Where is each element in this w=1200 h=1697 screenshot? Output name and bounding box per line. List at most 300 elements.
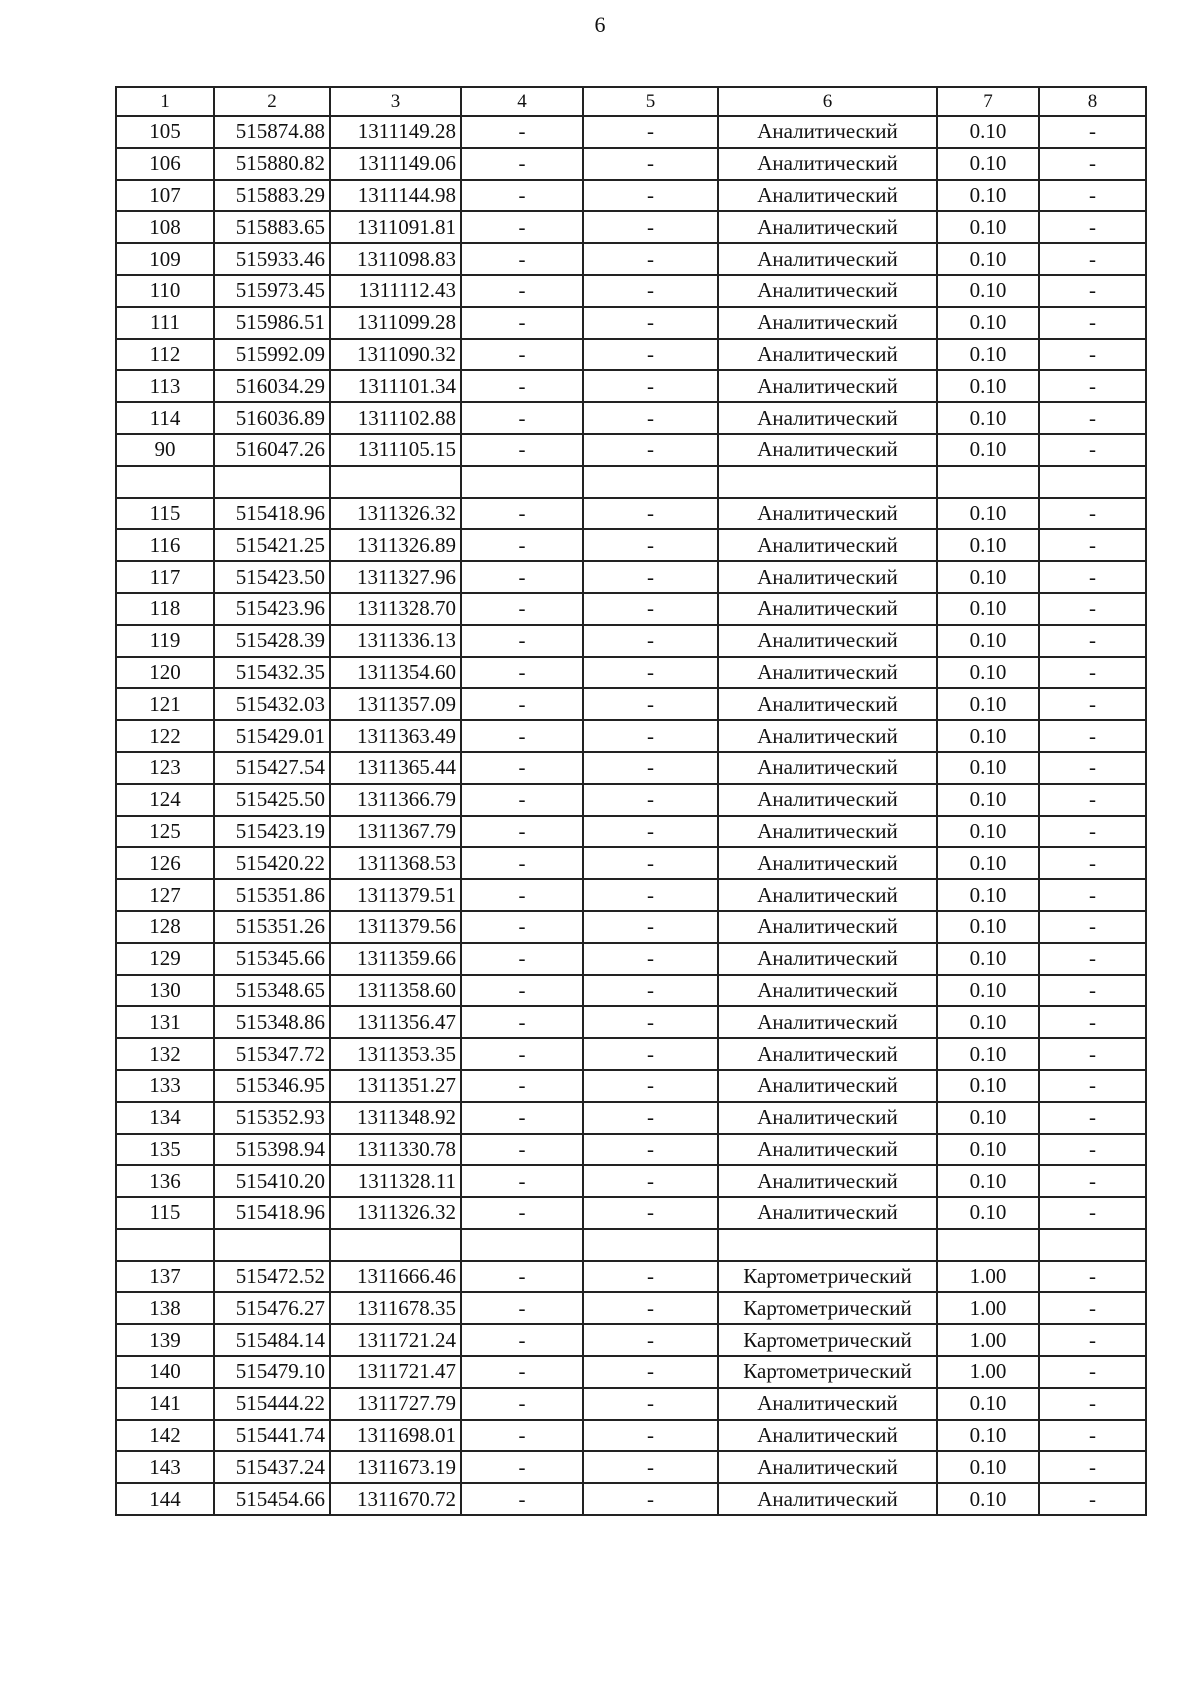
table-row	[116, 561, 1146, 593]
column-header-4: 4	[461, 87, 583, 116]
accuracy-cell: 0.10	[937, 847, 1039, 879]
table-row	[116, 1388, 1146, 1420]
col-4-value-cell: -	[461, 943, 583, 975]
table-row	[116, 1038, 1146, 1070]
y-coordinate-cell: 1311149.06	[330, 148, 461, 180]
table-row	[116, 1483, 1146, 1515]
col-5-value-cell: -	[583, 943, 718, 975]
col-5-value-cell: -	[583, 784, 718, 816]
table-row	[116, 1229, 1146, 1261]
y-coordinate-cell: 1311354.60	[330, 657, 461, 689]
col-5-value-cell: -	[583, 243, 718, 275]
accuracy-cell	[937, 1229, 1039, 1261]
col-5-value-cell: -	[583, 1292, 718, 1324]
method-cell: Аналитический	[718, 307, 937, 339]
table-row	[116, 180, 1146, 212]
x-coordinate-cell: 515874.88	[214, 116, 330, 148]
table-row	[116, 911, 1146, 943]
col-5-value-cell: -	[583, 688, 718, 720]
col-4-value-cell: -	[461, 847, 583, 879]
y-coordinate-cell: 1311326.32	[330, 1197, 461, 1229]
accuracy-cell: 0.10	[937, 975, 1039, 1007]
y-coordinate-cell: 1311099.28	[330, 307, 461, 339]
col-5-value-cell: -	[583, 657, 718, 689]
point-number-cell: 125	[116, 816, 214, 848]
point-number-cell: 120	[116, 657, 214, 689]
point-number-cell: 137	[116, 1261, 214, 1293]
x-coordinate-cell: 515418.96	[214, 498, 330, 530]
point-number-cell: 144	[116, 1483, 214, 1515]
y-coordinate-cell: 1311698.01	[330, 1420, 461, 1452]
col-4-value-cell: -	[461, 370, 583, 402]
y-coordinate-cell: 1311326.89	[330, 529, 461, 561]
col-8-value-cell: -	[1039, 1070, 1146, 1102]
col-5-value-cell: -	[583, 625, 718, 657]
col-8-value-cell: -	[1039, 1102, 1146, 1134]
x-coordinate-cell: 515421.25	[214, 529, 330, 561]
accuracy-cell: 0.10	[937, 816, 1039, 848]
x-coordinate-cell: 515398.94	[214, 1134, 330, 1166]
method-cell: Картометрический	[718, 1261, 937, 1293]
table-header	[116, 87, 1146, 116]
point-number-cell: 127	[116, 879, 214, 911]
table-row	[116, 1134, 1146, 1166]
point-number-cell	[116, 1229, 214, 1261]
method-cell: Аналитический	[718, 498, 937, 530]
point-number-cell: 111	[116, 307, 214, 339]
col-4-value-cell: -	[461, 1070, 583, 1102]
y-coordinate-cell: 1311102.88	[330, 402, 461, 434]
col-8-value-cell: -	[1039, 975, 1146, 1007]
method-cell: Аналитический	[718, 975, 937, 1007]
col-4-value-cell	[461, 1229, 583, 1261]
col-4-value-cell: -	[461, 307, 583, 339]
accuracy-cell: 0.10	[937, 688, 1039, 720]
col-4-value-cell: -	[461, 1483, 583, 1515]
accuracy-cell: 0.10	[937, 148, 1039, 180]
x-coordinate-cell: 515454.66	[214, 1483, 330, 1515]
col-4-value-cell: -	[461, 688, 583, 720]
col-4-value-cell: -	[461, 1388, 583, 1420]
method-cell	[718, 466, 937, 498]
point-number-cell: 107	[116, 180, 214, 212]
accuracy-cell: 0.10	[937, 402, 1039, 434]
table-row	[116, 1006, 1146, 1038]
method-cell: Картометрический	[718, 1292, 937, 1324]
col-4-value-cell: -	[461, 1356, 583, 1388]
accuracy-cell: 0.10	[937, 339, 1039, 371]
method-cell: Аналитический	[718, 339, 937, 371]
col-8-value-cell: -	[1039, 943, 1146, 975]
point-number-cell: 140	[116, 1356, 214, 1388]
table-row	[116, 1070, 1146, 1102]
x-coordinate-cell: 516047.26	[214, 434, 330, 466]
method-cell: Аналитический	[718, 434, 937, 466]
col-8-value-cell: -	[1039, 561, 1146, 593]
accuracy-cell: 0.10	[937, 752, 1039, 784]
accuracy-cell: 0.10	[937, 1165, 1039, 1197]
col-5-value-cell: -	[583, 1070, 718, 1102]
y-coordinate-cell: 1311357.09	[330, 688, 461, 720]
method-cell: Аналитический	[718, 1388, 937, 1420]
point-number-cell: 105	[116, 116, 214, 148]
col-5-value-cell: -	[583, 1483, 718, 1515]
method-cell: Аналитический	[718, 784, 937, 816]
y-coordinate-cell: 1311356.47	[330, 1006, 461, 1038]
col-4-value-cell: -	[461, 434, 583, 466]
accuracy-cell: 0.10	[937, 498, 1039, 530]
table-row	[116, 657, 1146, 689]
col-5-value-cell: -	[583, 1102, 718, 1134]
col-4-value-cell: -	[461, 339, 583, 371]
col-8-value-cell: -	[1039, 911, 1146, 943]
col-8-value-cell	[1039, 1229, 1146, 1261]
col-5-value-cell: -	[583, 307, 718, 339]
table-row	[116, 211, 1146, 243]
y-coordinate-cell: 1311105.15	[330, 434, 461, 466]
table-row	[116, 879, 1146, 911]
y-coordinate-cell: 1311336.13	[330, 625, 461, 657]
table-body	[116, 116, 1146, 1515]
point-number-cell: 113	[116, 370, 214, 402]
accuracy-cell: 0.10	[937, 1134, 1039, 1166]
method-cell: Аналитический	[718, 752, 937, 784]
col-4-value-cell: -	[461, 402, 583, 434]
point-number-cell: 135	[116, 1134, 214, 1166]
table-row	[116, 402, 1146, 434]
col-4-value-cell: -	[461, 1102, 583, 1134]
col-4-value-cell: -	[461, 1324, 583, 1356]
column-header-3: 3	[330, 87, 461, 116]
col-5-value-cell: -	[583, 498, 718, 530]
accuracy-cell: 0.10	[937, 1070, 1039, 1102]
accuracy-cell: 0.10	[937, 275, 1039, 307]
col-4-value-cell: -	[461, 593, 583, 625]
accuracy-cell: 0.10	[937, 116, 1039, 148]
accuracy-cell: 0.10	[937, 529, 1039, 561]
table-row	[116, 275, 1146, 307]
table-row	[116, 625, 1146, 657]
accuracy-cell: 1.00	[937, 1356, 1039, 1388]
y-coordinate-cell	[330, 1229, 461, 1261]
col-5-value-cell: -	[583, 180, 718, 212]
col-5-value-cell: -	[583, 561, 718, 593]
method-cell: Аналитический	[718, 816, 937, 848]
y-coordinate-cell: 1311328.70	[330, 593, 461, 625]
accuracy-cell: 0.10	[937, 784, 1039, 816]
x-coordinate-cell: 515423.50	[214, 561, 330, 593]
table-row	[116, 434, 1146, 466]
method-cell: Аналитический	[718, 593, 937, 625]
accuracy-cell: 0.10	[937, 434, 1039, 466]
column-header-8: 8	[1039, 87, 1146, 116]
accuracy-cell: 0.10	[937, 370, 1039, 402]
table-row	[116, 529, 1146, 561]
col-5-value-cell: -	[583, 1356, 718, 1388]
x-coordinate-cell: 515933.46	[214, 243, 330, 275]
y-coordinate-cell: 1311327.96	[330, 561, 461, 593]
y-coordinate-cell: 1311366.79	[330, 784, 461, 816]
x-coordinate-cell: 515425.50	[214, 784, 330, 816]
y-coordinate-cell: 1311666.46	[330, 1261, 461, 1293]
table-row	[116, 243, 1146, 275]
col-8-value-cell: -	[1039, 720, 1146, 752]
col-4-value-cell: -	[461, 1261, 583, 1293]
col-5-value-cell: -	[583, 975, 718, 1007]
col-8-value-cell: -	[1039, 1006, 1146, 1038]
col-4-value-cell: -	[461, 1420, 583, 1452]
col-5-value-cell: -	[583, 1165, 718, 1197]
col-5-value-cell: -	[583, 752, 718, 784]
col-8-value-cell: -	[1039, 1261, 1146, 1293]
col-5-value-cell: -	[583, 1006, 718, 1038]
point-number-cell: 116	[116, 529, 214, 561]
col-4-value-cell: -	[461, 275, 583, 307]
col-8-value-cell: -	[1039, 1451, 1146, 1483]
accuracy-cell: 0.10	[937, 561, 1039, 593]
accuracy-cell: 0.10	[937, 1038, 1039, 1070]
col-4-value-cell: -	[461, 1165, 583, 1197]
y-coordinate-cell	[330, 466, 461, 498]
table-row	[116, 752, 1146, 784]
column-header-6: 6	[718, 87, 937, 116]
col-5-value-cell: -	[583, 1038, 718, 1070]
col-8-value-cell: -	[1039, 1165, 1146, 1197]
col-8-value-cell: -	[1039, 1483, 1146, 1515]
y-coordinate-cell: 1311670.72	[330, 1483, 461, 1515]
col-8-value-cell: -	[1039, 593, 1146, 625]
col-8-value-cell: -	[1039, 243, 1146, 275]
point-number-cell: 131	[116, 1006, 214, 1038]
accuracy-cell: 0.10	[937, 1420, 1039, 1452]
table-row	[116, 339, 1146, 371]
point-number-cell: 108	[116, 211, 214, 243]
table-row	[116, 498, 1146, 530]
x-coordinate-cell: 515441.74	[214, 1420, 330, 1452]
x-coordinate-cell: 515351.86	[214, 879, 330, 911]
accuracy-cell: 0.10	[937, 180, 1039, 212]
col-4-value-cell: -	[461, 720, 583, 752]
table-row	[116, 816, 1146, 848]
accuracy-cell: 0.10	[937, 911, 1039, 943]
y-coordinate-cell: 1311353.35	[330, 1038, 461, 1070]
col-5-value-cell: -	[583, 1451, 718, 1483]
col-8-value-cell: -	[1039, 339, 1146, 371]
page-number: 6	[594, 12, 606, 37]
point-number-cell: 134	[116, 1102, 214, 1134]
accuracy-cell: 0.10	[937, 211, 1039, 243]
col-4-value-cell: -	[461, 1038, 583, 1070]
col-4-value-cell: -	[461, 657, 583, 689]
table-row	[116, 720, 1146, 752]
method-cell: Аналитический	[718, 657, 937, 689]
method-cell: Аналитический	[718, 1420, 937, 1452]
col-4-value-cell: -	[461, 243, 583, 275]
table-row	[116, 943, 1146, 975]
col-8-value-cell: -	[1039, 816, 1146, 848]
table-row	[116, 466, 1146, 498]
col-8-value-cell: -	[1039, 307, 1146, 339]
method-cell: Аналитический	[718, 561, 937, 593]
method-cell: Аналитический	[718, 148, 937, 180]
method-cell: Аналитический	[718, 847, 937, 879]
col-4-value-cell: -	[461, 1006, 583, 1038]
accuracy-cell: 0.10	[937, 1388, 1039, 1420]
x-coordinate-cell: 515973.45	[214, 275, 330, 307]
x-coordinate-cell: 515423.19	[214, 816, 330, 848]
col-8-value-cell: -	[1039, 1324, 1146, 1356]
accuracy-cell: 0.10	[937, 657, 1039, 689]
x-coordinate-cell: 515351.26	[214, 911, 330, 943]
col-4-value-cell: -	[461, 1292, 583, 1324]
x-coordinate-cell: 515427.54	[214, 752, 330, 784]
y-coordinate-cell: 1311112.43	[330, 275, 461, 307]
col-4-value-cell: -	[461, 975, 583, 1007]
point-number-cell: 132	[116, 1038, 214, 1070]
col-4-value-cell: -	[461, 752, 583, 784]
col-8-value-cell: -	[1039, 148, 1146, 180]
col-8-value-cell: -	[1039, 879, 1146, 911]
col-8-value-cell: -	[1039, 116, 1146, 148]
method-cell: Аналитический	[718, 911, 937, 943]
point-number-cell: 124	[116, 784, 214, 816]
col-4-value-cell: -	[461, 784, 583, 816]
method-cell: Аналитический	[718, 1006, 937, 1038]
col-5-value-cell: -	[583, 148, 718, 180]
col-5-value-cell: -	[583, 402, 718, 434]
col-5-value-cell	[583, 466, 718, 498]
col-5-value-cell: -	[583, 593, 718, 625]
table-row	[116, 593, 1146, 625]
y-coordinate-cell: 1311721.47	[330, 1356, 461, 1388]
x-coordinate-cell: 515345.66	[214, 943, 330, 975]
col-8-value-cell: -	[1039, 1038, 1146, 1070]
col-8-value-cell: -	[1039, 688, 1146, 720]
col-4-value-cell: -	[461, 816, 583, 848]
x-coordinate-cell: 515992.09	[214, 339, 330, 371]
method-cell: Аналитический	[718, 1451, 937, 1483]
accuracy-cell: 0.10	[937, 720, 1039, 752]
point-number-cell: 106	[116, 148, 214, 180]
col-4-value-cell: -	[461, 1134, 583, 1166]
y-coordinate-cell: 1311673.19	[330, 1451, 461, 1483]
col-8-value-cell: -	[1039, 434, 1146, 466]
y-coordinate-cell: 1311368.53	[330, 847, 461, 879]
point-number-cell: 143	[116, 1451, 214, 1483]
col-5-value-cell: -	[583, 434, 718, 466]
point-number-cell: 122	[116, 720, 214, 752]
col-4-value-cell: -	[461, 561, 583, 593]
x-coordinate-cell	[214, 1229, 330, 1261]
col-5-value-cell	[583, 1229, 718, 1261]
col-4-value-cell: -	[461, 211, 583, 243]
y-coordinate-cell: 1311328.11	[330, 1165, 461, 1197]
col-5-value-cell: -	[583, 1197, 718, 1229]
method-cell: Аналитический	[718, 1483, 937, 1515]
col-8-value-cell: -	[1039, 1292, 1146, 1324]
y-coordinate-cell: 1311379.56	[330, 911, 461, 943]
point-number-cell: 123	[116, 752, 214, 784]
y-coordinate-cell: 1311727.79	[330, 1388, 461, 1420]
col-8-value-cell: -	[1039, 180, 1146, 212]
col-4-value-cell: -	[461, 498, 583, 530]
point-number-cell: 118	[116, 593, 214, 625]
table-row	[116, 688, 1146, 720]
y-coordinate-cell: 1311351.27	[330, 1070, 461, 1102]
x-coordinate-cell: 515484.14	[214, 1324, 330, 1356]
col-8-value-cell: -	[1039, 1197, 1146, 1229]
x-coordinate-cell: 515432.03	[214, 688, 330, 720]
col-5-value-cell: -	[583, 879, 718, 911]
point-number-cell	[116, 466, 214, 498]
table-row	[116, 1451, 1146, 1483]
col-5-value-cell: -	[583, 339, 718, 371]
col-8-value-cell: -	[1039, 1388, 1146, 1420]
point-number-cell: 141	[116, 1388, 214, 1420]
col-8-value-cell: -	[1039, 1420, 1146, 1452]
col-5-value-cell: -	[583, 911, 718, 943]
x-coordinate-cell: 515420.22	[214, 847, 330, 879]
accuracy-cell: 1.00	[937, 1292, 1039, 1324]
col-8-value-cell: -	[1039, 625, 1146, 657]
header-row	[116, 87, 1146, 116]
x-coordinate-cell: 515437.24	[214, 1451, 330, 1483]
col-8-value-cell: -	[1039, 275, 1146, 307]
method-cell: Аналитический	[718, 625, 937, 657]
method-cell: Аналитический	[718, 720, 937, 752]
col-5-value-cell: -	[583, 211, 718, 243]
method-cell: Картометрический	[718, 1324, 937, 1356]
point-number-cell: 90	[116, 434, 214, 466]
accuracy-cell: 0.10	[937, 1451, 1039, 1483]
point-number-cell: 115	[116, 1197, 214, 1229]
x-coordinate-cell: 516036.89	[214, 402, 330, 434]
x-coordinate-cell: 515479.10	[214, 1356, 330, 1388]
table-row	[116, 1165, 1146, 1197]
y-coordinate-cell: 1311358.60	[330, 975, 461, 1007]
col-5-value-cell: -	[583, 116, 718, 148]
col-8-value-cell: -	[1039, 1134, 1146, 1166]
col-5-value-cell: -	[583, 1388, 718, 1420]
col-5-value-cell: -	[583, 529, 718, 561]
column-header-2: 2	[214, 87, 330, 116]
x-coordinate-cell: 515986.51	[214, 307, 330, 339]
accuracy-cell: 0.10	[937, 943, 1039, 975]
y-coordinate-cell: 1311330.78	[330, 1134, 461, 1166]
point-number-cell: 130	[116, 975, 214, 1007]
method-cell: Аналитический	[718, 1102, 937, 1134]
accuracy-cell: 0.10	[937, 1102, 1039, 1134]
method-cell: Аналитический	[718, 529, 937, 561]
col-4-value-cell: -	[461, 116, 583, 148]
y-coordinate-cell: 1311359.66	[330, 943, 461, 975]
coordinates-table	[115, 86, 1147, 1516]
col-5-value-cell: -	[583, 1420, 718, 1452]
col-8-value-cell: -	[1039, 752, 1146, 784]
point-number-cell: 121	[116, 688, 214, 720]
col-4-value-cell	[461, 466, 583, 498]
x-coordinate-cell: 515476.27	[214, 1292, 330, 1324]
method-cell: Аналитический	[718, 1197, 937, 1229]
method-cell: Аналитический	[718, 370, 937, 402]
y-coordinate-cell: 1311144.98	[330, 180, 461, 212]
accuracy-cell: 1.00	[937, 1324, 1039, 1356]
table-row	[116, 1324, 1146, 1356]
table-row	[116, 1420, 1146, 1452]
x-coordinate-cell	[214, 466, 330, 498]
method-cell: Аналитический	[718, 943, 937, 975]
col-8-value-cell: -	[1039, 529, 1146, 561]
